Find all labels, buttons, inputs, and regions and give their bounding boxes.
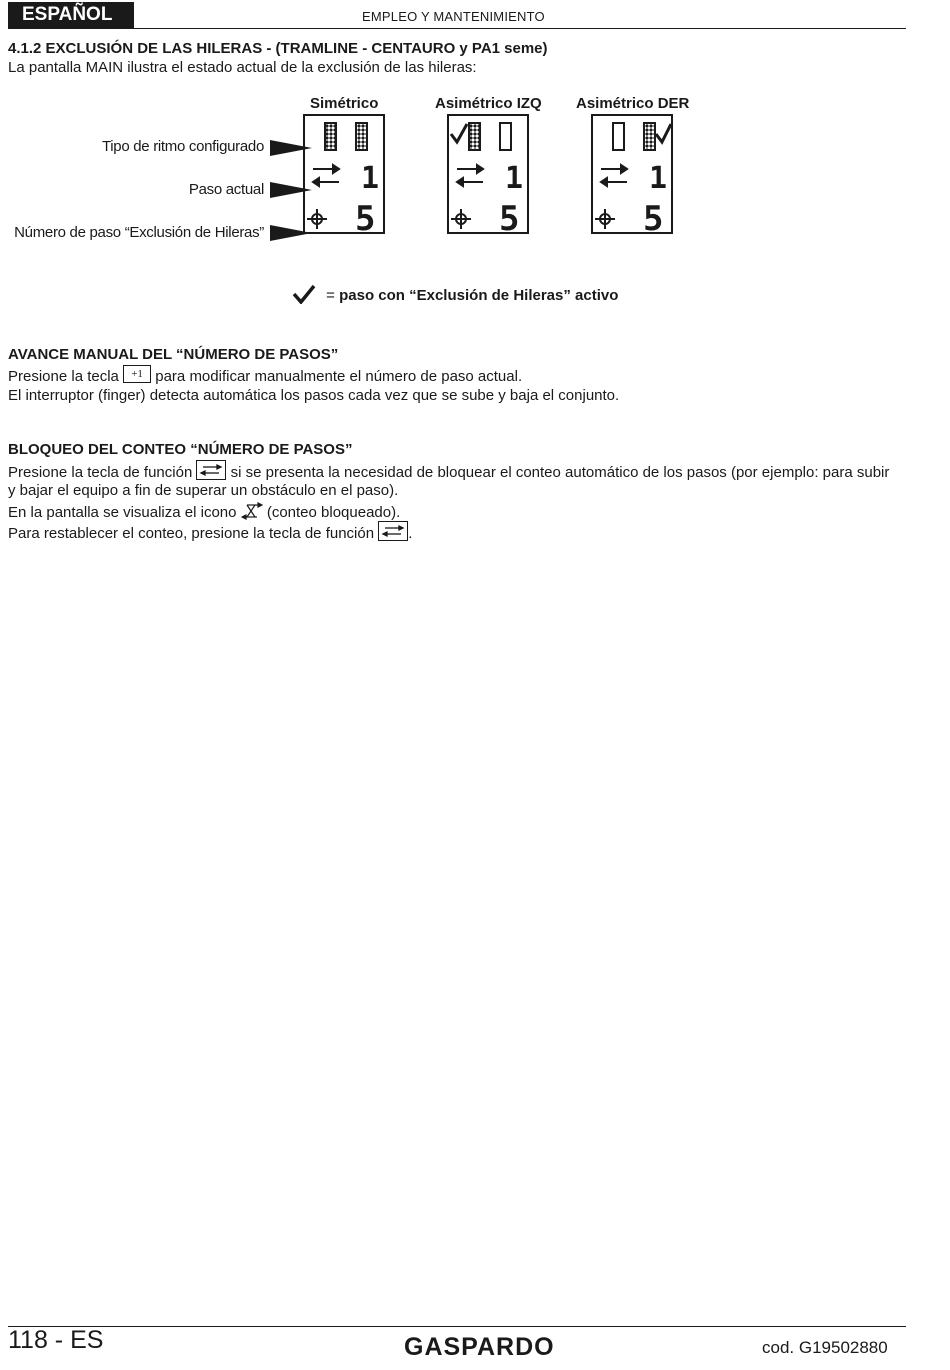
manual-advance-line1-before: Presione la tecla — [8, 368, 119, 385]
column-label-asym-right: Asimétrico DER — [576, 95, 690, 112]
check-icon — [656, 124, 671, 142]
tramline-hatched-icon — [644, 123, 655, 150]
document-code: cod. G19502880 — [762, 1338, 888, 1357]
count-lock-line4-after: . — [408, 524, 413, 542]
section-intro: La pantalla MAIN ilustra el estado actual de la exclusión de las hileras: — [8, 59, 477, 76]
row-label-current-step: Paso actual — [188, 181, 264, 198]
figure-legend — [292, 286, 618, 306]
swap-arrows-icon — [457, 165, 483, 186]
tramline-hatched-icon — [469, 123, 480, 150]
exclusion-step-value: 5 — [355, 199, 376, 232]
swap-arrows-icon — [313, 165, 339, 186]
count-lock-line4-before: Para restablecer el conteo, presione la tecla de función — [8, 524, 375, 542]
row-label-exclusion-step: Número de paso “Exclusión de Hileras” — [14, 224, 264, 241]
page-number: 118 - ES — [8, 1326, 104, 1354]
swap-function-key-icon — [378, 521, 408, 541]
swap-arrows-icon — [601, 165, 627, 186]
header-title: EMPLEO Y MANTENIMIENTO — [362, 9, 545, 24]
count-lock-line1-before: Presione la tecla de función — [8, 463, 193, 481]
column-label-symmetric: Simétrico — [310, 95, 379, 112]
manual-advance-line2: El interruptor (finger) detecta automática los pasos cada vez que se sube y baja el conjunto. — [8, 387, 620, 404]
manual-advance-title: AVANCE MANUAL DEL “NÚMERO DE PASOS” — [8, 346, 339, 363]
footer-divider — [8, 1326, 906, 1327]
count-locked-icon — [241, 501, 263, 521]
current-step-value: 1 — [505, 161, 524, 196]
count-lock-line1 — [8, 463, 889, 483]
tramline-hatched-icon — [325, 123, 367, 150]
crosshair-icon — [595, 209, 615, 229]
exclusion-step-value: 5 — [643, 199, 664, 232]
exclusion-step-value: 5 — [499, 199, 520, 232]
lcd-screen-symmetric — [303, 114, 385, 234]
current-step-value: 1 — [361, 161, 380, 196]
lcd-screen-asym-right — [591, 114, 673, 234]
section-title: 4.1.2 EXCLUSIÓN DE LAS HILERAS - (TRAMLINE - CENTAURO y PA1 seme) — [8, 40, 548, 57]
count-lock-line2: y bajar el equipo a fin de superar un obstáculo en el paso). — [8, 482, 399, 499]
swap-function-key-icon — [196, 460, 226, 480]
manual-advance-line1 — [8, 368, 522, 386]
plus-one-key-icon: +1 — [123, 365, 151, 383]
check-icon — [451, 124, 467, 142]
count-lock-line3-before: En la pantalla se visualiza el icono — [8, 503, 237, 521]
count-lock-line3 — [8, 503, 400, 523]
tramline-empty-icon — [500, 123, 511, 150]
header-divider — [8, 28, 906, 29]
brand-logo: GASPARDO — [404, 1333, 555, 1361]
crosshair-icon — [451, 209, 471, 229]
count-lock-title: BLOQUEO DEL CONTEO “NÚMERO DE PASOS” — [8, 441, 353, 458]
lcd-screen-asym-left — [447, 114, 529, 234]
legend-equals: = — [326, 286, 335, 304]
check-icon — [292, 284, 316, 304]
manual-advance-line1-after: para modificar manualmente el número de paso actual. — [155, 368, 523, 385]
language-badge: ESPAÑOL — [8, 2, 134, 28]
row-label-rhythm-type: Tipo de ritmo configurado — [101, 138, 264, 155]
count-lock-line4 — [8, 524, 412, 544]
tramline-empty-icon — [613, 123, 624, 150]
column-label-asym-left: Asimétrico IZQ — [435, 95, 542, 112]
current-step-value: 1 — [649, 161, 668, 196]
count-lock-line3-after: (conteo bloqueado). — [266, 503, 401, 521]
count-lock-line1-after: si se presenta la necesidad de bloquear el conteo automático de los pasos (por ejemplo: para subir — [230, 463, 890, 481]
crosshair-icon — [307, 209, 327, 229]
legend-text: paso con “Exclusión de Hileras” activo — [339, 286, 619, 304]
